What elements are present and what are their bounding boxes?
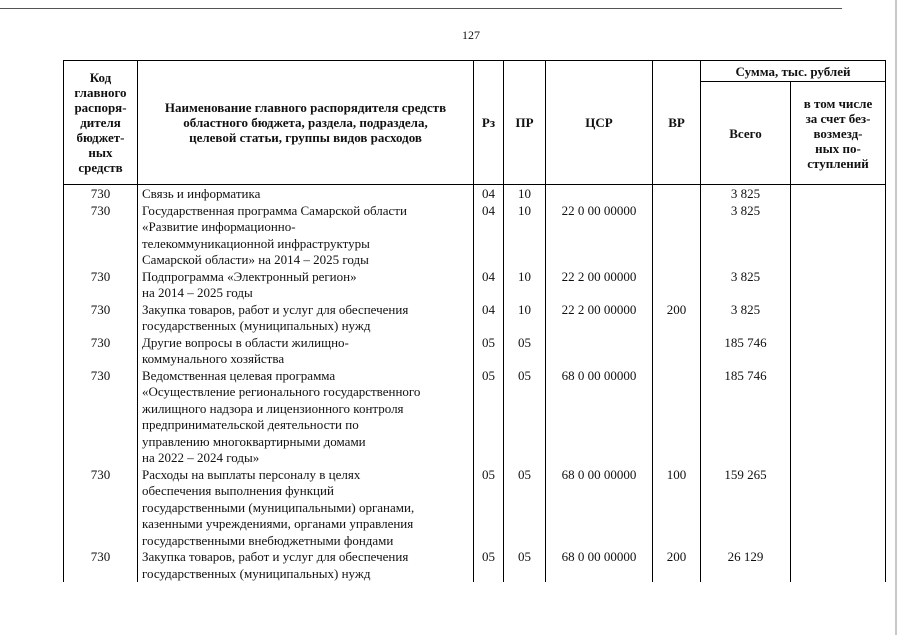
row-code: 730	[64, 368, 138, 467]
header-pr: ПР	[504, 61, 546, 185]
row-name	[138, 203, 474, 269]
header-code-line: ных	[88, 145, 113, 160]
row-code: 730	[64, 467, 138, 550]
row-incl	[791, 185, 886, 203]
row-csr: 22 0 00 00000	[546, 203, 653, 269]
row-name-line: Закупка товаров, работ и услуг для обеспечения	[142, 549, 409, 564]
row-name-line: Связь и информатика	[142, 186, 261, 201]
header-vr: ВР	[653, 61, 701, 185]
row-incl	[791, 549, 886, 582]
row-total: 3 825	[701, 203, 791, 269]
row-vr	[653, 185, 701, 203]
row-total: 185 746	[701, 368, 791, 467]
header-name	[138, 61, 474, 185]
row-total: 159 265	[701, 467, 791, 550]
row-csr	[546, 185, 653, 203]
row-rz: 04	[474, 302, 504, 335]
row-code: 730	[64, 549, 138, 582]
row-name-line: государственными внебюджетными фондами	[142, 532, 394, 548]
row-vr	[653, 368, 701, 467]
table-row	[64, 335, 886, 368]
row-vr: 200	[653, 302, 701, 335]
header-code-line: главного	[74, 85, 127, 100]
row-incl	[791, 368, 886, 467]
row-name-line: коммунального хозяйства	[142, 351, 285, 366]
row-name-line: управлению многоквартирными домами	[142, 433, 366, 449]
row-pr: 10	[504, 185, 546, 203]
row-pr: 10	[504, 203, 546, 269]
row-name-line: жилищного надзора и лицензионного контроля	[142, 400, 404, 416]
scan-edge	[895, 0, 897, 635]
header-rz: Рз	[474, 61, 504, 185]
row-rz: 05	[474, 368, 504, 467]
row-name-line: «Развитие информационно-	[142, 219, 296, 234]
table-row	[64, 302, 886, 335]
table-body	[64, 185, 886, 583]
header-code-line: распоря-	[74, 100, 127, 115]
row-name-line: государственных (муниципальных) нужд	[142, 318, 371, 333]
row-csr	[546, 335, 653, 368]
row-csr: 22 2 00 00000	[546, 302, 653, 335]
row-name-line: государственных (муниципальных) нужд	[142, 565, 371, 581]
row-total: 3 825	[701, 185, 791, 203]
header-name-line: целевой статьи, группы видов расходов	[189, 130, 422, 145]
row-name-line: обеспечения выполнения функций	[142, 483, 334, 498]
header-name-line: областного бюджета, раздела, подраздела,	[183, 115, 428, 130]
row-vr	[653, 269, 701, 302]
row-incl	[791, 302, 886, 335]
row-name-line: на 2022 – 2024 годы»	[142, 450, 260, 465]
row-vr: 200	[653, 549, 701, 582]
header-incl-line: возмезд-	[813, 125, 863, 141]
row-name-line: государственными (муниципальными) органами,	[142, 499, 415, 515]
row-code: 730	[64, 302, 138, 335]
header-code	[64, 61, 138, 185]
row-name-line: телекоммуникационной инфраструктуры	[142, 235, 370, 251]
table-row	[64, 467, 886, 550]
row-name-line: Подпрограмма «Электронный регион»	[142, 268, 357, 284]
row-name	[138, 549, 474, 582]
row-pr: 05	[504, 335, 546, 368]
row-name-line: «Осуществление регионального государственного	[142, 384, 421, 399]
row-pr: 10	[504, 302, 546, 335]
header-incl	[791, 82, 886, 185]
row-name-line: Ведомственная целевая программа	[142, 367, 336, 383]
page-number: 127	[462, 28, 480, 42]
row-name-line: Государственная программа Самарской области	[142, 202, 407, 218]
header-incl-line: за счет без-	[805, 110, 871, 126]
header-code-line: дителя	[80, 115, 121, 130]
table-row	[64, 185, 886, 203]
row-name	[138, 185, 474, 203]
row-incl	[791, 467, 886, 550]
table-row	[64, 269, 886, 302]
header-incl-line: ных по-	[815, 140, 861, 156]
row-name	[138, 269, 474, 302]
row-name-line: на 2014 – 2025 годы	[142, 285, 253, 300]
row-total: 3 825	[701, 269, 791, 302]
row-rz: 05	[474, 467, 504, 550]
row-rz: 05	[474, 549, 504, 582]
row-name-line: Самарской области» на 2014 – 2025 годы	[142, 252, 369, 267]
budget-table	[63, 60, 886, 582]
row-total: 26 129	[701, 549, 791, 582]
row-pr: 05	[504, 467, 546, 550]
header-incl-line: ступлений	[807, 155, 869, 171]
header-csr: ЦСР	[546, 61, 653, 185]
row-name-line: предпринимательской деятельности по	[142, 417, 359, 432]
row-total: 3 825	[701, 302, 791, 335]
header-incl-line: в том числе	[803, 95, 873, 111]
row-name	[138, 368, 474, 467]
row-vr	[653, 335, 701, 368]
row-csr: 68 0 00 00000	[546, 549, 653, 582]
row-incl	[791, 203, 886, 269]
row-code: 730	[64, 185, 138, 203]
row-rz: 05	[474, 335, 504, 368]
row-csr: 68 0 00 00000	[546, 467, 653, 550]
row-name-line: казенными учреждениями, органами управления	[142, 516, 414, 531]
row-name	[138, 467, 474, 550]
table-row	[64, 368, 886, 467]
row-total: 185 746	[701, 335, 791, 368]
row-name-line: Другие вопросы в области жилищно-	[142, 334, 349, 350]
row-code: 730	[64, 203, 138, 269]
row-rz: 04	[474, 269, 504, 302]
row-incl	[791, 335, 886, 368]
header-name-line: Наименование главного распорядителя средств	[164, 100, 447, 115]
row-name	[138, 302, 474, 335]
row-code: 730	[64, 335, 138, 368]
table-row	[64, 203, 886, 269]
header-code-line: средств	[78, 160, 123, 175]
table-row	[64, 549, 886, 582]
top-rule	[0, 8, 842, 9]
row-code: 730	[64, 269, 138, 302]
row-pr: 10	[504, 269, 546, 302]
header-code-line: бюджет-	[76, 130, 125, 145]
row-csr: 68 0 00 00000	[546, 368, 653, 467]
row-rz: 04	[474, 203, 504, 269]
row-name-line: Расходы на выплаты персоналу в целях	[142, 466, 361, 482]
row-csr: 22 2 00 00000	[546, 269, 653, 302]
row-incl	[791, 269, 886, 302]
row-name	[138, 335, 474, 368]
row-pr: 05	[504, 549, 546, 582]
row-pr: 05	[504, 368, 546, 467]
header-sum: Сумма, тыс. рублей	[701, 61, 886, 82]
row-rz: 04	[474, 185, 504, 203]
row-vr: 100	[653, 467, 701, 550]
header-code-line: Код	[89, 70, 112, 85]
row-vr	[653, 203, 701, 269]
header-total: Всего	[701, 82, 791, 185]
row-name-line: Закупка товаров, работ и услуг для обеспечения	[142, 301, 409, 317]
